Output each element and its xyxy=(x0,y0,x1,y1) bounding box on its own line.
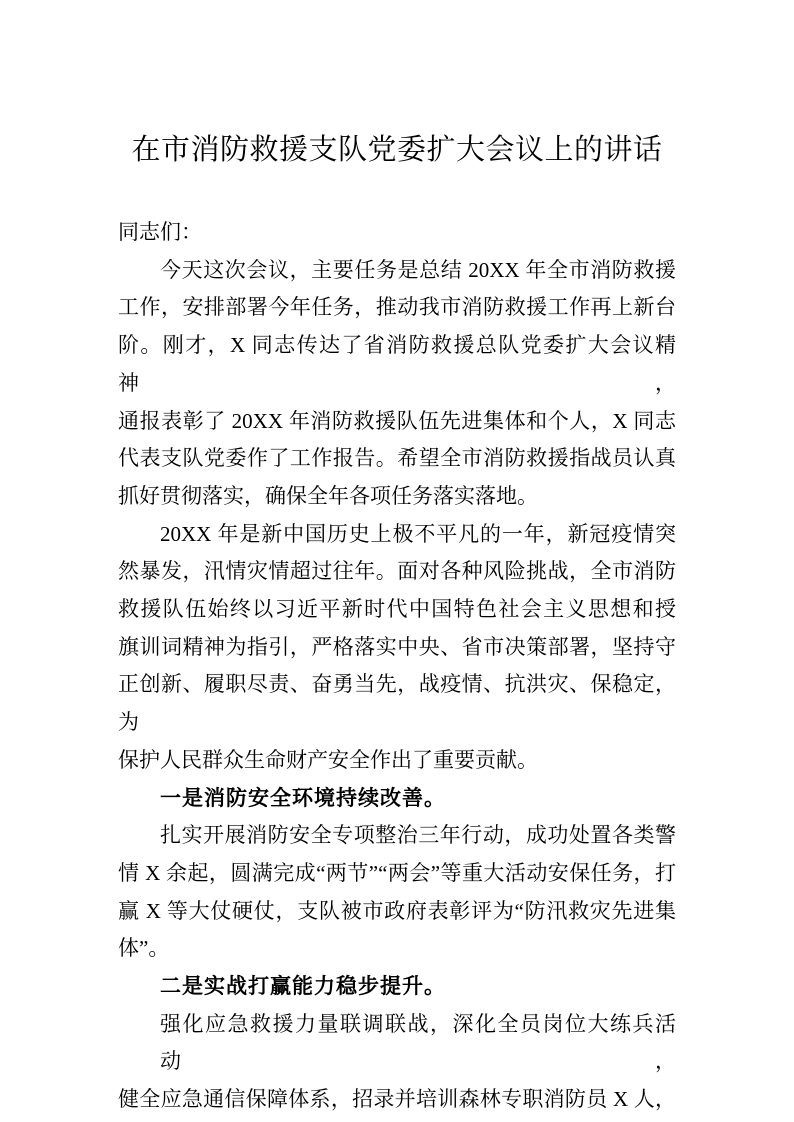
text-line: 然暴发，汛情灾情超过往年。面对各种风险挑战，全市消防 xyxy=(118,559,676,584)
text-line: 通报表彰了 20XX 年消防救援队伍先进集体和个人，X 同志 xyxy=(118,408,676,433)
text-line: 20XX 年是新中国历史上极不平凡的一年，新冠疫情突 xyxy=(160,521,676,546)
text-line: 扎实开展消防安全专项整治三年行动，成功处置各类警 xyxy=(160,823,676,848)
text-line: 强化应急救援力量联调联战，深化全员岗位大练兵活动， xyxy=(160,1011,676,1074)
text-line: 情 X 余起，圆满完成“两节”“两会”等重大活动安保任务，打 xyxy=(118,860,676,885)
text-line: 体”。 xyxy=(118,936,170,961)
text-line: 救援队伍始终以习近平新时代中国特色社会主义思想和授 xyxy=(118,597,676,622)
text-line: 抓好贯彻落实，确保全年各项任务落实落地。 xyxy=(118,483,538,508)
paragraph-meeting-purpose xyxy=(118,252,676,516)
text-line: 今天这次会议，主要任务是总结 20XX 年全市消防救援 xyxy=(160,257,676,282)
text-line: 同志们： xyxy=(118,220,202,244)
text-line: 阶。刚才，X 同志传达了省消防救援总队党委扩大会议精神， xyxy=(118,333,676,395)
text-line: 健全应急通信保障体系，招录并培训森林专职消防员 X 人， xyxy=(118,1087,676,1112)
text-line: 代表支队党委作了工作报告。希望全市消防救援指战员认真 xyxy=(118,446,676,471)
paragraph-combat-capability xyxy=(118,1006,676,1119)
salutation xyxy=(118,214,676,252)
heading-text: 二是实战打赢能力稳步提升。 xyxy=(160,975,446,999)
heading-text: 一是消防安全环境持续改善。 xyxy=(160,786,446,810)
text-line: 旗训词精神为指引，严格落实中央、省市决策部署，坚持守 xyxy=(118,634,676,659)
document-title: 在市消防救援支队党委扩大会议上的讲话 xyxy=(131,134,663,166)
text-line: 赢 X 等大仗硬仗，支队被市政府表彰评为“防汛救灾先进集 xyxy=(118,898,676,923)
text-line: 工作，安排部署今年任务，推动我市消防救援工作再上新台 xyxy=(118,295,676,320)
text-line: 保护人民群众生命财产安全作出了重要贡献。 xyxy=(118,747,538,772)
section-heading-1 xyxy=(118,780,676,818)
paragraph-year-review xyxy=(118,516,676,780)
text-line: 正创新、履职尽责、奋勇当先，战疫情、抗洪灾、保稳定，为 xyxy=(118,672,676,735)
section-heading-2 xyxy=(118,968,676,1006)
paragraph-fire-safety xyxy=(118,817,676,968)
